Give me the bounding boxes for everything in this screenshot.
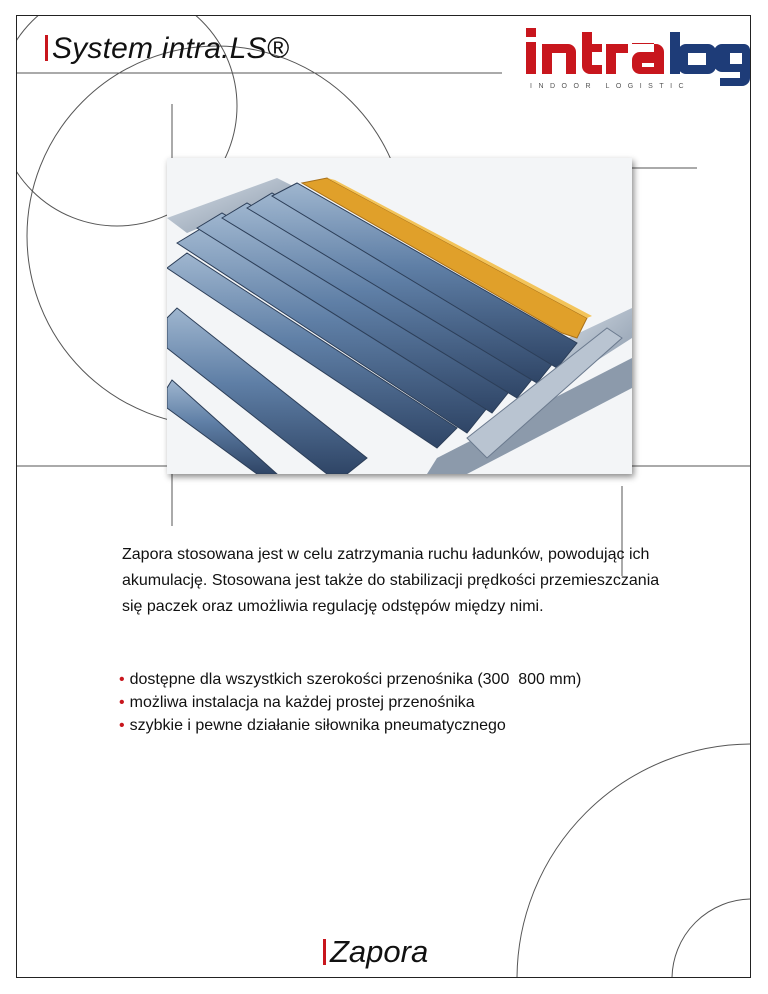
feature-text: możliwa instalacja na każdej prostej przenośnika [129, 694, 475, 711]
bullet-dot-icon: • [119, 671, 125, 688]
feature-text: dostępne dla wszystkich szerokości przenośnika (300 800 mm) [129, 671, 582, 688]
description-block [122, 542, 682, 620]
product-photo [167, 158, 632, 474]
page [16, 15, 751, 978]
page-title [45, 32, 289, 66]
footer-title [323, 934, 428, 970]
footer-accent-bar [323, 939, 326, 965]
title-accent-bar [45, 35, 48, 61]
page-title-text: System intra.LS® [52, 32, 290, 65]
feature-item [119, 714, 581, 737]
feature-item [119, 691, 581, 714]
bullet-dot-icon: • [119, 717, 125, 734]
logo-tagline: INDOOR LOGISTIC [530, 83, 691, 90]
footer-title-text: Zapora [330, 934, 429, 969]
feature-item [119, 668, 581, 691]
description-paragraph: Zapora stosowana jest w celu zatrzymania ruchu ładunków, powodując ich akumulację. Stosowana jest także do stabilizacji prędkości przemieszczania się paczek oraz umożliwia regulację odstępów między nimi. [122, 546, 660, 615]
feature-text: szybkie i pewne działanie siłownika pneumatycznego [129, 717, 506, 734]
conveyor-image [167, 158, 632, 474]
intralog-logo [520, 24, 750, 92]
bullet-dot-icon: • [119, 694, 125, 711]
feature-list [119, 668, 581, 737]
